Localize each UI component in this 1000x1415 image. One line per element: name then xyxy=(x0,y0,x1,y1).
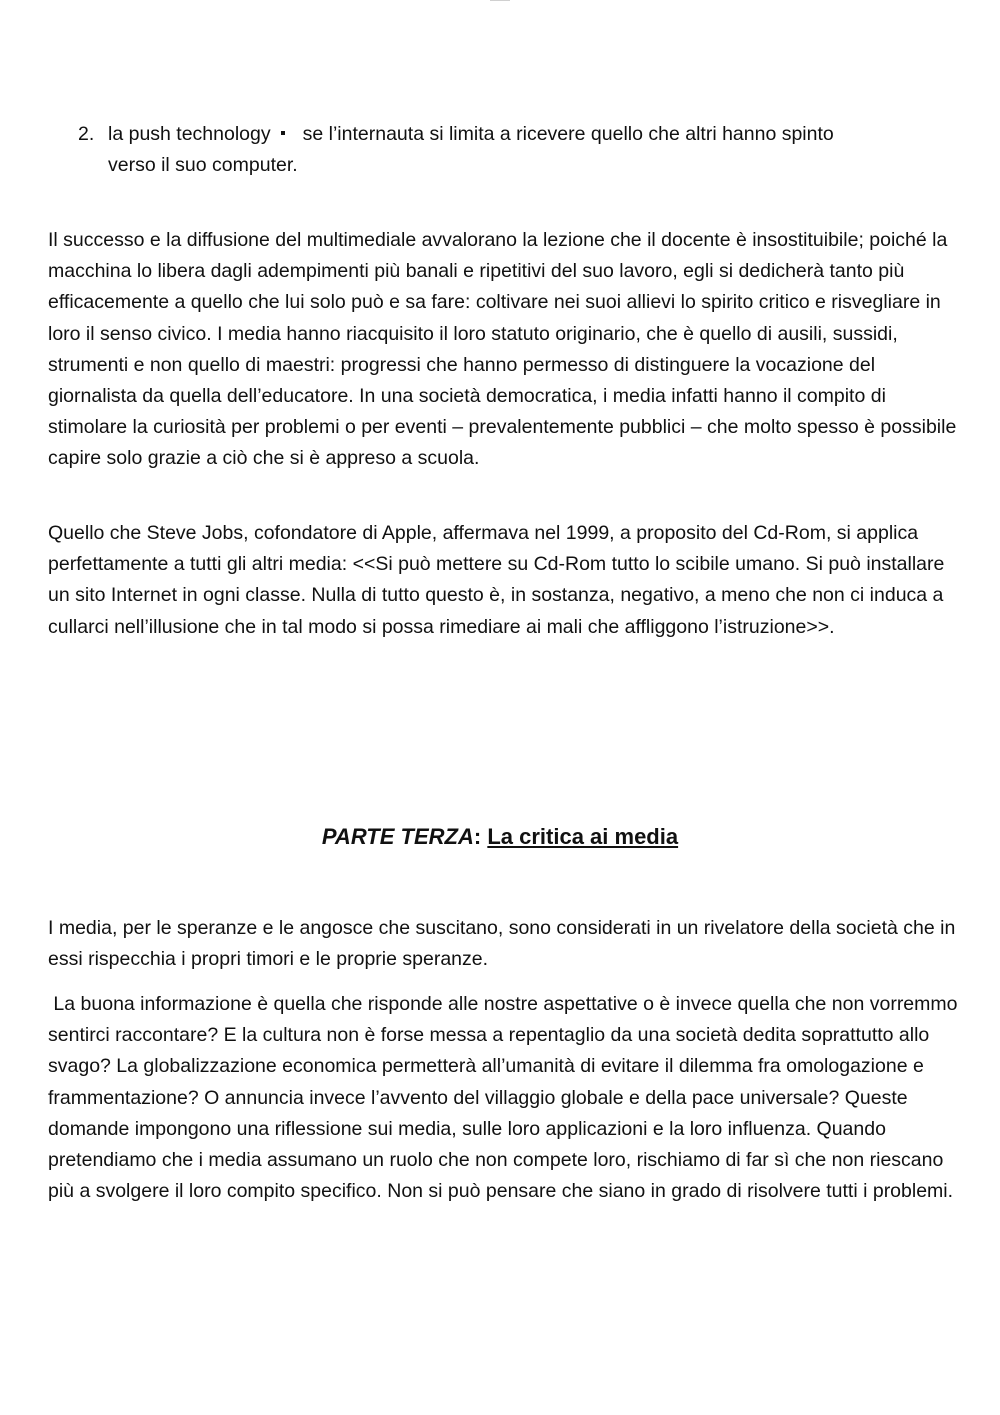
list-text-line2: verso il suo computer. xyxy=(108,154,298,176)
bullet-square-icon xyxy=(281,131,285,135)
paragraph: I media, per le speranze e le angosce che suscitano, sono considerati in un rivelatore della società che in essi rispecchia i propri timori e le proprie speranze. xyxy=(48,917,956,971)
list-text-line1: se l’internauta si limita a ricevere quello che altri hanno spinto xyxy=(302,123,834,145)
section-title xyxy=(0,820,1000,854)
paragraph: Quello che Steve Jobs, cofondatore di Apple, affermava nel 1999, a proposito del Cd-Rom, si applica perfettamente a tutti gli altri media: <<Si può mettere su Cd-Rom tutto lo scibile umano. Si può installare un sito Internet in ogni classe. Nulla di tutto questo è, in sostanza, negativo, a meno che non ci induca a cullarci nell’illusione che in tal modo si possa rimediare ai mali che affliggono l’istruzione>>. xyxy=(48,522,945,638)
section-title-colon: : xyxy=(473,824,488,849)
list-item-body xyxy=(108,119,948,181)
header-mark xyxy=(490,0,510,3)
list-item xyxy=(48,119,948,181)
paragraph: La buona informazione è quella che risponde alle nostre aspettative o è invece quella che non vorremmo sentirci raccontare? E la cultura non è forse messa a repentaglio da una società dedita soprattutto allo svago? La globalizzazione economica permetterà all’umanità di evitare il dilemma fra omologazione e frammentazione? O annuncia invece l’avvento del villaggio globale e della pace universale? Queste domande impongono una riflessione sui media, sulle loro applicazioni e la loro influenza. Quando pretendiamo che i media assumano un ruolo che non compete loro, rischiamo di far sì che non riescano più a svolgere il loro compito specifico. Non si può pensare che siano in grado di risolvere tutti i problemi. xyxy=(48,993,963,1203)
list-number: 2. xyxy=(78,123,95,145)
section-title-lead: PARTE TERZA xyxy=(321,824,474,849)
paragraph: Il successo e la diffusione del multimediale avvalorano la lezione che il docente è insostituibile; poiché la macchina lo libera dagli adempimenti più banali e ripetitivi del suo lavoro, egli si dedicherà tanto più efficacemente a quello che lui solo può e sa fare: coltivare nei suoi allievi lo spirito critico e risvegliare in loro il senso civico. I media hanno riacquisito il loro statuto originario, che è quello di ausili, sussidi, strumenti e non quello di maestri: progressi che hanno permesso di distinguere la vocazione del giornalista da quella dell’educatore. In una società democratica, i media infatti hanno il compito di stimolare la curiosità per problemi o per eventi – prevalentemente pubblici – che molto spesso è possibile capire solo grazie a ciò che si è appreso a scuola. xyxy=(48,229,957,470)
section-title-subtitle: La critica ai media xyxy=(487,824,679,849)
list-term: la push technology xyxy=(108,123,271,145)
